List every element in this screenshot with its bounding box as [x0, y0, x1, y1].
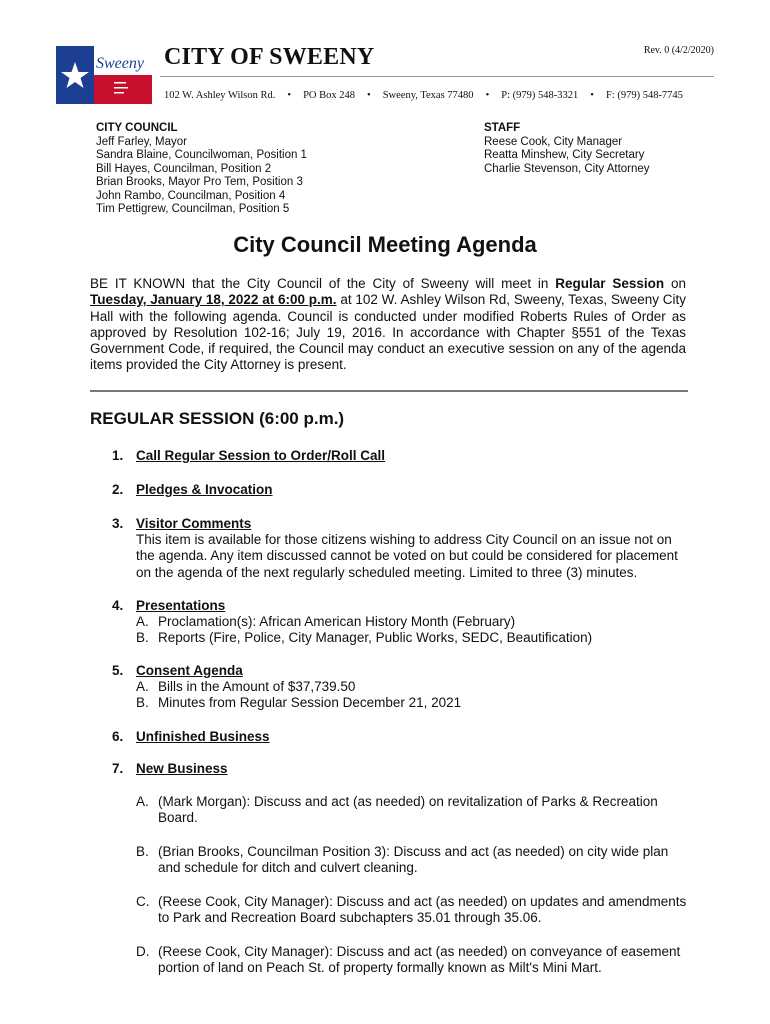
sub-item-text: (Mark Morgan): Discuss and act (as needed) on revitalization of Parks & Recreation Board. [158, 794, 658, 826]
item-number: 1. [112, 448, 124, 463]
sub-item-text: (Reese Cook, City Manager): Discuss and act (as needed) on conveyance of easement portion of land on Peach St. of property formally known as Milt's Mini Mart. [158, 944, 681, 976]
staff-member: Charlie Stevenson, City Attorney [484, 162, 650, 175]
council-member: Tim Pettigrew, Councilman, Position 5 [96, 203, 290, 215]
street-address: 102 W. Ashley Wilson Rd. [164, 90, 276, 101]
sub-item-letter: A. [136, 614, 149, 629]
separator-dot: • [485, 90, 490, 101]
po-box: PO Box 248 [303, 90, 356, 101]
staff-list [484, 122, 650, 176]
sub-item-text: (Brian Brooks, Councilman Position 3): Discuss and act (as needed) on city wide plan and schedule for ditch and culvert cleaning. [158, 844, 669, 876]
meeting-datetime: Tuesday, January 18, 2022 at 6:00 p.m. [90, 292, 337, 308]
intro-text: BE IT KNOWN that the City Council of the City of Sweeny will meet in [90, 276, 556, 291]
city-state-zip: Sweeny, Texas 77480 [382, 90, 474, 101]
texas-flag-logo-icon [56, 46, 152, 104]
city-council-list [96, 122, 307, 217]
sub-item-text: Minutes from Regular Session December 21, 2021 [158, 695, 462, 710]
fax-number: F: (979) 548-7745 [605, 90, 683, 101]
item-title: Pledges & Invocation [136, 482, 273, 497]
separator-dot: • [590, 90, 594, 101]
logo-script-text: Sweeny [96, 55, 144, 72]
item-number: 2. [112, 482, 124, 497]
council-member: John Rambo, Councilman, Position 4 [96, 189, 286, 202]
city-logo [56, 46, 152, 104]
item-number: 4. [112, 598, 124, 613]
sub-item-letter: D. [136, 944, 150, 959]
sub-item-letter: B. [136, 695, 149, 710]
item-number: 3. [112, 516, 124, 531]
staff-member: Reatta Minshew, City Secretary [484, 149, 645, 161]
staff-heading: STAFF [484, 122, 521, 134]
council-member: Bill Hayes, Councilman, Position 2 [96, 162, 272, 175]
separator-dot: • [287, 90, 292, 101]
sub-item-text: Proclamation(s): African American History Month (February) [158, 614, 516, 629]
item-title: Call Regular Session to Order/Roll Call [136, 448, 386, 463]
sub-item-letter: A. [136, 679, 149, 694]
sub-item-letter: C. [136, 894, 150, 909]
intro-text: at 102 W. Ashley Wilson Rd, Sweeny, Texas, Sweeny City Hall with the following agenda. Council is conducted under modified Roberts Rules of Order as approved by Resolution 102-16; July 19, 2016. In accordance with Chapter §551 of the Texas Government Code, if required, the Council may conduct an executive session on any of the agenda items provided the City Attorney is present. [90, 292, 687, 373]
separator-dot: • [367, 90, 371, 101]
item-title: Presentations [136, 598, 226, 613]
item-title: Consent Agenda [136, 663, 243, 678]
staff-member: Reese Cook, City Manager [484, 135, 623, 148]
council-member: Brian Brooks, Mayor Pro Tem, Position 3 [96, 176, 303, 188]
contact-line [164, 90, 683, 101]
page-title: CITY OF SWEENY [164, 44, 375, 70]
sub-item-letter: A. [136, 794, 149, 809]
sub-item-text: Reports (Fire, Police, City Manager, Public Works, SEDC, Beautification) [158, 630, 593, 645]
item-title: New Business [136, 761, 228, 776]
council-heading: CITY COUNCIL [96, 122, 178, 134]
sub-item-text: (Reese Cook, City Manager): Discuss and act (as needed) on updates and amendments to Park and Recreation Board subchapters 35.01 through 35.06. [158, 894, 687, 926]
phone-number: P: (979) 548-3321 [501, 90, 579, 101]
council-member: Sandra Blaine, Councilwoman, Position 1 [96, 149, 307, 161]
item-title: Visitor Comments [136, 516, 252, 531]
item-number: 6. [112, 729, 124, 744]
item-number: 5. [112, 663, 124, 678]
item-description: This item is available for those citizens wishing to address City Council on an issue not on the agenda. Any item discussed cannot be voted on but could be considered for placement on the agenda of the next regularly scheduled meeting. Limited to three (3) minutes. [136, 532, 678, 580]
header-divider [160, 76, 714, 77]
council-member: Jeff Farley, Mayor [96, 135, 187, 148]
sub-item-letter: B. [136, 844, 149, 859]
section-divider [90, 390, 688, 392]
sub-item-text: Bills in the Amount of $37,739.50 [158, 679, 356, 694]
revision-label: Rev. 0 (4/2/2020) [643, 45, 714, 56]
session-type: Regular Session [555, 276, 665, 291]
sub-item-letter: B. [136, 630, 149, 645]
item-title: Unfinished Business [136, 729, 270, 744]
section-heading: REGULAR SESSION (6:00 p.m.) [90, 409, 345, 428]
intro-text: on [664, 276, 686, 291]
agenda-title: City Council Meeting Agenda [233, 232, 537, 257]
item-number: 7. [112, 761, 124, 776]
intro-paragraph [90, 276, 686, 374]
